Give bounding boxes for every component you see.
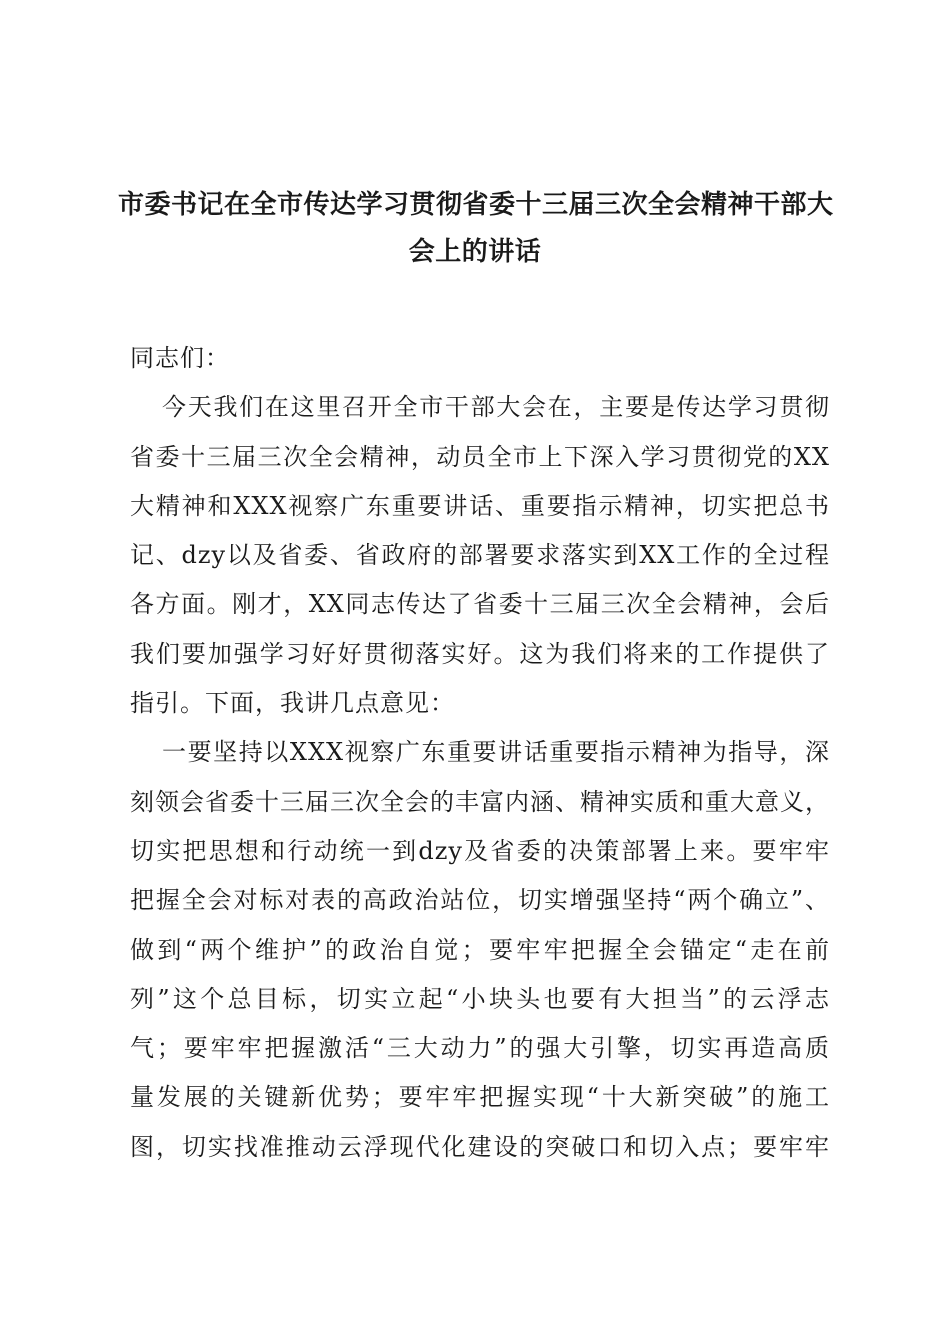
paragraph-2-line: 图，切实找准推动云浮现代化建设的突破口和切入点；要牢牢 [130,1132,830,1161]
paragraph-2-line: 列”这个总目标，切实立起“小块头也要有大担当”的云浮志 [130,984,830,1013]
paragraph-2-line: 一要坚持以XXX视察广东重要讲话重要指示精神为指导，深 [162,738,830,767]
paragraph-2-line: 切实把思想和行动统一到dzy及省委的决策部署上来。要牢牢 [130,836,830,865]
title-line-2: 会上的讲话 [408,237,542,267]
document-title [118,182,832,276]
paragraph-1-line: 我们要加强学习好好贯彻落实好。这为我们将来的工作提供了 [130,639,830,668]
paragraph-2-line: 量发展的关键新优势；要牢牢把握实现“十大新突破”的施工 [130,1083,830,1112]
paragraph-1-line: 各方面。刚才，XX同志传达了省委十三届三次全会精神，会后 [130,590,830,619]
paragraph-1-line: 大精神和XXX视察广东重要讲话、重要指示精神，切实把总书 [130,491,830,520]
document-body [130,334,830,1172]
title-line-1: 市委书记在全市传达学习贯彻省委十三届三次全会精神干部大 [118,190,834,220]
paragraph-2-line: 气；要牢牢把握激活“三大动力”的强大引擎，切实再造高质 [130,1034,830,1063]
paragraph-2-line: 刻领会省委十三届三次全会的丰富内涵、精神实质和重大意义， [130,787,830,816]
paragraph-1-line: 省委十三届三次全会精神，动员全市上下深入学习贯彻党的XX [130,442,830,471]
paragraph-2-line: 做到“两个维护”的政治自觉；要牢牢把握全会锚定“走在前 [130,935,830,964]
paragraph-1-line: 指引。下面，我讲几点意见： [130,689,455,718]
salutation: 同志们： [130,344,230,372]
paragraph-2-line: 把握全会对标对表的高政治站位，切实增强坚持“两个确立”、 [130,886,830,915]
paragraph-1-line: 记、dzy以及省委、省政府的部署要求落实到XX工作的全过程 [130,541,830,570]
paragraph-1-line: 今天我们在这里召开全市干部大会在，主要是传达学习贯彻 [162,393,830,422]
